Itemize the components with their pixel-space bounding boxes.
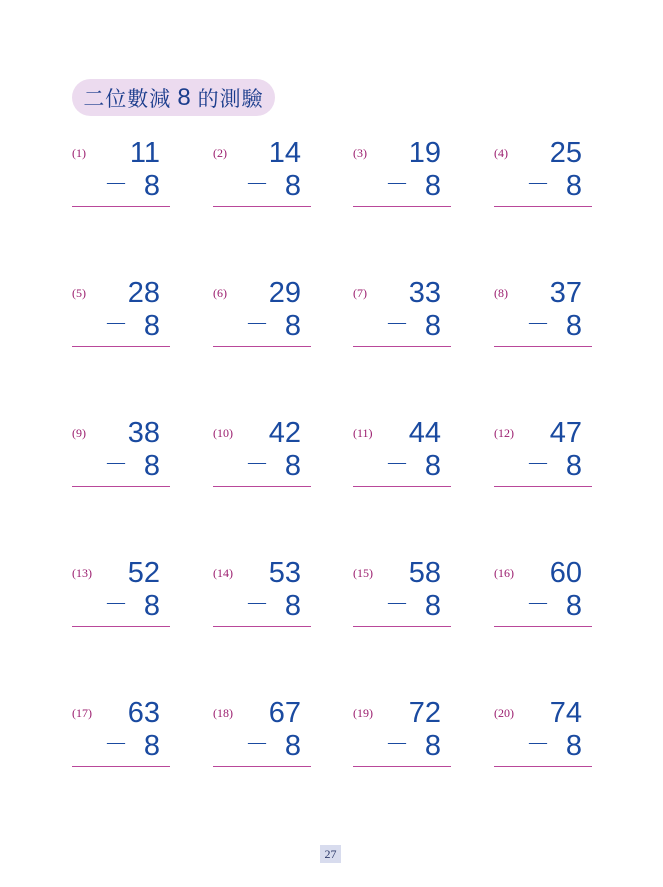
problem-number: (5) — [72, 286, 86, 300]
minus-sign: － — [526, 591, 550, 618]
problem-number: (6) — [213, 286, 227, 300]
answer-line — [494, 626, 592, 627]
answer-line — [494, 206, 592, 207]
minus-sign: － — [245, 451, 269, 478]
minus-sign: － — [245, 591, 269, 618]
problem-number: (8) — [494, 286, 508, 300]
minuend: 38 — [127, 417, 160, 449]
problem-number: (18) — [213, 706, 233, 720]
subtraction-problem — [213, 278, 311, 358]
minuend: 29 — [268, 277, 301, 309]
answer-line — [353, 766, 451, 767]
problem-number: (1) — [72, 146, 86, 160]
subtraction-problem — [72, 138, 170, 218]
subtrahend: 8 — [565, 590, 582, 622]
problem-number: (11) — [353, 426, 373, 440]
subtraction-problem — [494, 418, 592, 498]
minus-sign: － — [245, 171, 269, 198]
subtrahend: 8 — [424, 170, 441, 202]
subtraction-problem — [213, 418, 311, 498]
answer-line — [72, 486, 170, 487]
minus-sign: － — [385, 591, 409, 618]
minus-sign: － — [526, 311, 550, 338]
subtraction-problem — [72, 418, 170, 498]
subtraction-problem — [494, 558, 592, 638]
subtrahend: 8 — [424, 730, 441, 762]
minuend: 14 — [268, 137, 301, 169]
answer-line — [213, 486, 311, 487]
subtraction-problem — [72, 558, 170, 638]
minuend: 33 — [408, 277, 441, 309]
minus-sign: － — [526, 731, 550, 758]
subtraction-problem — [494, 278, 592, 358]
minuend: 25 — [549, 137, 582, 169]
minus-sign: － — [526, 171, 550, 198]
problem-number: (13) — [72, 566, 92, 580]
subtraction-problem — [72, 698, 170, 778]
answer-line — [213, 206, 311, 207]
subtrahend: 8 — [143, 310, 160, 342]
subtrahend: 8 — [424, 310, 441, 342]
problem-number: (3) — [353, 146, 367, 160]
subtrahend: 8 — [143, 450, 160, 482]
problem-number: (2) — [213, 146, 227, 160]
minus-sign: － — [385, 171, 409, 198]
problem-number: (7) — [353, 286, 367, 300]
minuend: 44 — [408, 417, 441, 449]
minus-sign: － — [104, 311, 128, 338]
minuend: 63 — [127, 697, 160, 729]
subtrahend: 8 — [565, 310, 582, 342]
minus-sign: － — [385, 311, 409, 338]
subtrahend: 8 — [284, 170, 301, 202]
answer-line — [353, 346, 451, 347]
subtrahend: 8 — [565, 450, 582, 482]
problem-number: (20) — [494, 706, 514, 720]
minuend: 28 — [127, 277, 160, 309]
answer-line — [494, 766, 592, 767]
minuend: 72 — [408, 697, 441, 729]
minuend: 19 — [408, 137, 441, 169]
subtrahend: 8 — [143, 170, 160, 202]
answer-line — [72, 346, 170, 347]
problem-number: (12) — [494, 426, 514, 440]
minuend: 60 — [549, 557, 582, 589]
problem-number: (17) — [72, 706, 92, 720]
subtrahend: 8 — [424, 450, 441, 482]
subtraction-problem — [213, 558, 311, 638]
subtraction-problem — [353, 278, 451, 358]
problem-number: (10) — [213, 426, 233, 440]
minus-sign: － — [104, 731, 128, 758]
subtrahend: 8 — [565, 730, 582, 762]
page-number: 27 — [320, 845, 341, 863]
answer-line — [494, 486, 592, 487]
minus-sign: － — [245, 731, 269, 758]
answer-line — [353, 206, 451, 207]
minuend: 58 — [408, 557, 441, 589]
minuend: 74 — [549, 697, 582, 729]
subtraction-problem — [494, 138, 592, 218]
subtrahend: 8 — [143, 730, 160, 762]
subtrahend: 8 — [143, 590, 160, 622]
minus-sign: － — [526, 451, 550, 478]
problem-number: (16) — [494, 566, 514, 580]
answer-line — [213, 626, 311, 627]
answer-line — [72, 766, 170, 767]
minuend: 42 — [268, 417, 301, 449]
minuend: 53 — [268, 557, 301, 589]
subtrahend: 8 — [424, 590, 441, 622]
problem-number: (4) — [494, 146, 508, 160]
title-number: 8 — [177, 83, 192, 111]
answer-line — [353, 486, 451, 487]
minus-sign: － — [385, 731, 409, 758]
answer-line — [353, 626, 451, 627]
problem-number: (19) — [353, 706, 373, 720]
minuend: 47 — [549, 417, 582, 449]
subtrahend: 8 — [565, 170, 582, 202]
subtrahend: 8 — [284, 730, 301, 762]
answer-line — [494, 346, 592, 347]
minus-sign: － — [104, 171, 128, 198]
subtraction-problem — [353, 698, 451, 778]
title-suffix: 的測驗 — [197, 86, 264, 111]
subtraction-problem — [494, 698, 592, 778]
problem-number: (14) — [213, 566, 233, 580]
minus-sign: － — [385, 451, 409, 478]
subtrahend: 8 — [284, 590, 301, 622]
minuend: 52 — [127, 557, 160, 589]
subtraction-problem — [353, 418, 451, 498]
answer-line — [72, 626, 170, 627]
subtrahend: 8 — [284, 450, 301, 482]
subtraction-problem — [213, 138, 311, 218]
subtraction-problem — [72, 278, 170, 358]
answer-line — [72, 206, 170, 207]
minuend: 11 — [129, 137, 160, 169]
answer-line — [213, 766, 311, 767]
subtraction-problem — [353, 558, 451, 638]
subtraction-problem — [213, 698, 311, 778]
subtrahend: 8 — [284, 310, 301, 342]
title-prefix: 二位數減 — [83, 86, 172, 111]
minuend: 37 — [549, 277, 582, 309]
minus-sign: － — [245, 311, 269, 338]
problem-number: (9) — [72, 426, 86, 440]
minus-sign: － — [104, 591, 128, 618]
minuend: 67 — [268, 697, 301, 729]
problem-number: (15) — [353, 566, 373, 580]
minus-sign: － — [104, 451, 128, 478]
answer-line — [213, 346, 311, 347]
subtraction-problem — [353, 138, 451, 218]
